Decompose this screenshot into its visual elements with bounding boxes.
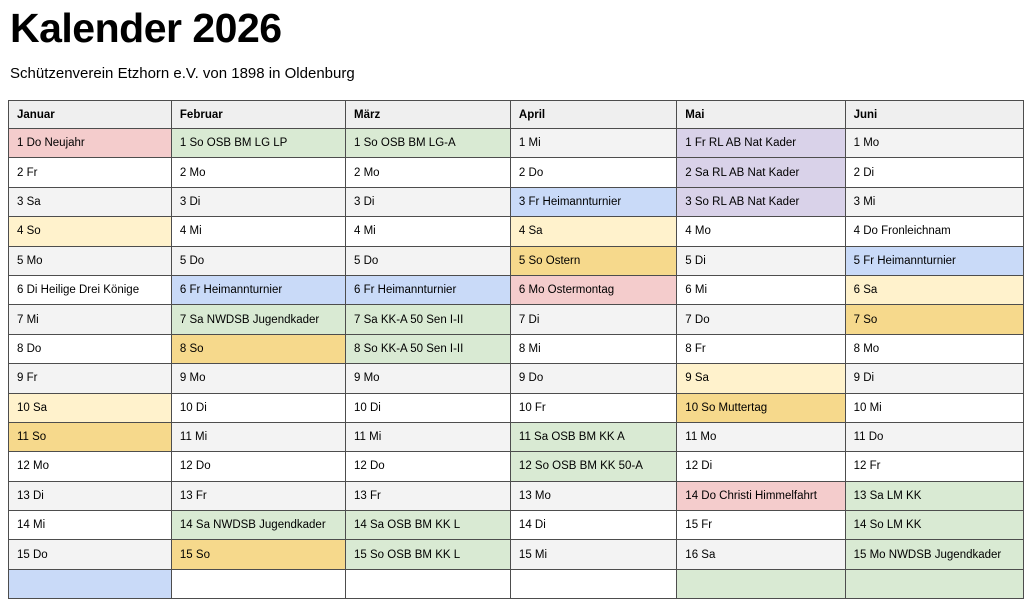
page-subtitle: Schützenverein Etzhorn e.V. von 1898 in Oldenburg	[10, 64, 355, 82]
day-cell: 6 Sa	[845, 275, 1023, 304]
day-cell: 11 So	[9, 422, 172, 451]
day-cell: 10 Di	[346, 393, 511, 422]
day-cell: 8 Mi	[510, 334, 676, 363]
day-cell: 1 So OSB BM LG-A	[346, 129, 511, 158]
day-cell: 13 Di	[9, 481, 172, 510]
day-cell: 16 Sa	[677, 540, 845, 569]
day-cell: 5 Mo	[9, 246, 172, 275]
day-cell: 7 So	[845, 305, 1023, 334]
day-cell: 13 Fr	[346, 481, 511, 510]
day-cell: 4 So	[9, 217, 172, 246]
day-cell: 6 Mi	[677, 275, 845, 304]
day-cell: 10 Di	[171, 393, 345, 422]
day-cell: 7 Sa NWDSB Jugendkader	[171, 305, 345, 334]
day-cell: 10 Fr	[510, 393, 676, 422]
day-cell: 3 Di	[171, 187, 345, 216]
table-row	[9, 305, 1024, 334]
day-cell: 9 Sa	[677, 364, 845, 393]
calendar-header	[9, 101, 1024, 129]
day-cell: 14 Di	[510, 511, 676, 540]
day-cell: 3 So RL AB Nat Kader	[677, 187, 845, 216]
day-cell: 3 Mi	[845, 187, 1023, 216]
day-cell: 10 So Muttertag	[677, 393, 845, 422]
day-cell: 10 Sa	[9, 393, 172, 422]
table-row	[9, 364, 1024, 393]
month-header-mai: Mai	[677, 101, 845, 129]
day-cell: 3 Fr Heimannturnier	[510, 187, 676, 216]
day-cell: 6 Fr Heimannturnier	[346, 275, 511, 304]
day-cell: 11 Mo	[677, 422, 845, 451]
day-cell: 2 Mo	[346, 158, 511, 187]
day-cell: 9 Do	[510, 364, 676, 393]
day-cell: 8 Fr	[677, 334, 845, 363]
day-cell: 13 Mo	[510, 481, 676, 510]
month-header-m-rz: März	[346, 101, 511, 129]
day-cell: 2 Mo	[171, 158, 345, 187]
day-cell: 8 Do	[9, 334, 172, 363]
table-row-partial	[9, 569, 1024, 598]
table-row	[9, 158, 1024, 187]
day-cell: 13 Fr	[171, 481, 345, 510]
day-cell: 6 Fr Heimannturnier	[171, 275, 345, 304]
day-cell: 1 Mi	[510, 129, 676, 158]
day-cell: 11 Sa OSB BM KK A	[510, 422, 676, 451]
table-row	[9, 129, 1024, 158]
table-row	[9, 540, 1024, 569]
day-cell: 3 Sa	[9, 187, 172, 216]
page-title: Kalender 2026	[10, 5, 282, 51]
day-cell: 14 Sa OSB BM KK L	[346, 511, 511, 540]
day-cell: 14 Mi	[9, 511, 172, 540]
day-cell: 12 Mo	[9, 452, 172, 481]
table-row	[9, 393, 1024, 422]
day-cell: 9 Di	[845, 364, 1023, 393]
calendar-table	[8, 100, 1024, 599]
day-cell: 12 Do	[346, 452, 511, 481]
day-cell	[510, 569, 676, 598]
table-row	[9, 334, 1024, 363]
day-cell: 4 Mi	[346, 217, 511, 246]
day-cell: 10 Mi	[845, 393, 1023, 422]
day-cell	[171, 569, 345, 598]
day-cell: 8 So KK-A 50 Sen I-II	[346, 334, 511, 363]
table-row	[9, 275, 1024, 304]
day-cell: 2 Sa RL AB Nat Kader	[677, 158, 845, 187]
table-row	[9, 452, 1024, 481]
day-cell: 5 Do	[171, 246, 345, 275]
day-cell: 2 Do	[510, 158, 676, 187]
day-cell: 15 Mo NWDSB Jugendkader	[845, 540, 1023, 569]
day-cell: 7 Mi	[9, 305, 172, 334]
month-header-juni: Juni	[845, 101, 1023, 129]
day-cell: 7 Di	[510, 305, 676, 334]
day-cell	[9, 569, 172, 598]
table-row	[9, 422, 1024, 451]
table-row	[9, 511, 1024, 540]
day-cell: 14 So LM KK	[845, 511, 1023, 540]
day-cell: 5 Do	[346, 246, 511, 275]
day-cell: 14 Sa NWDSB Jugendkader	[171, 511, 345, 540]
month-header-row	[9, 101, 1024, 129]
day-cell: 8 Mo	[845, 334, 1023, 363]
day-cell: 12 Di	[677, 452, 845, 481]
day-cell: 12 Do	[171, 452, 345, 481]
day-cell: 2 Fr	[9, 158, 172, 187]
day-cell: 11 Mi	[346, 422, 511, 451]
month-header-januar: Januar	[9, 101, 172, 129]
calendar-body	[9, 129, 1024, 599]
day-cell: 7 Do	[677, 305, 845, 334]
day-cell: 14 Do Christi Himmelfahrt	[677, 481, 845, 510]
day-cell: 9 Mo	[171, 364, 345, 393]
day-cell: 7 Sa KK-A 50 Sen I-II	[346, 305, 511, 334]
day-cell: 15 So	[171, 540, 345, 569]
day-cell: 1 So OSB BM LG LP	[171, 129, 345, 158]
day-cell: 4 Mi	[171, 217, 345, 246]
table-row	[9, 187, 1024, 216]
day-cell: 2 Di	[845, 158, 1023, 187]
day-cell	[346, 569, 511, 598]
day-cell: 8 So	[171, 334, 345, 363]
day-cell	[845, 569, 1023, 598]
table-row	[9, 246, 1024, 275]
day-cell: 6 Mo Ostermontag	[510, 275, 676, 304]
day-cell: 15 So OSB BM KK L	[346, 540, 511, 569]
day-cell: 4 Do Fronleichnam	[845, 217, 1023, 246]
month-header-februar: Februar	[171, 101, 345, 129]
day-cell: 3 Di	[346, 187, 511, 216]
day-cell: 11 Mi	[171, 422, 345, 451]
table-row	[9, 481, 1024, 510]
day-cell: 5 Di	[677, 246, 845, 275]
day-cell: 6 Di Heilige Drei Könige	[9, 275, 172, 304]
day-cell: 12 Fr	[845, 452, 1023, 481]
day-cell: 15 Mi	[510, 540, 676, 569]
day-cell: 9 Mo	[346, 364, 511, 393]
day-cell	[677, 569, 845, 598]
day-cell: 12 So OSB BM KK 50-A	[510, 452, 676, 481]
day-cell: 1 Mo	[845, 129, 1023, 158]
day-cell: 1 Fr RL AB Nat Kader	[677, 129, 845, 158]
day-cell: 5 Fr Heimannturnier	[845, 246, 1023, 275]
day-cell: 1 Do Neujahr	[9, 129, 172, 158]
day-cell: 11 Do	[845, 422, 1023, 451]
day-cell: 9 Fr	[9, 364, 172, 393]
day-cell: 4 Sa	[510, 217, 676, 246]
month-header-april: April	[510, 101, 676, 129]
day-cell: 15 Do	[9, 540, 172, 569]
day-cell: 5 So Ostern	[510, 246, 676, 275]
day-cell: 15 Fr	[677, 511, 845, 540]
day-cell: 4 Mo	[677, 217, 845, 246]
table-row	[9, 217, 1024, 246]
day-cell: 13 Sa LM KK	[845, 481, 1023, 510]
